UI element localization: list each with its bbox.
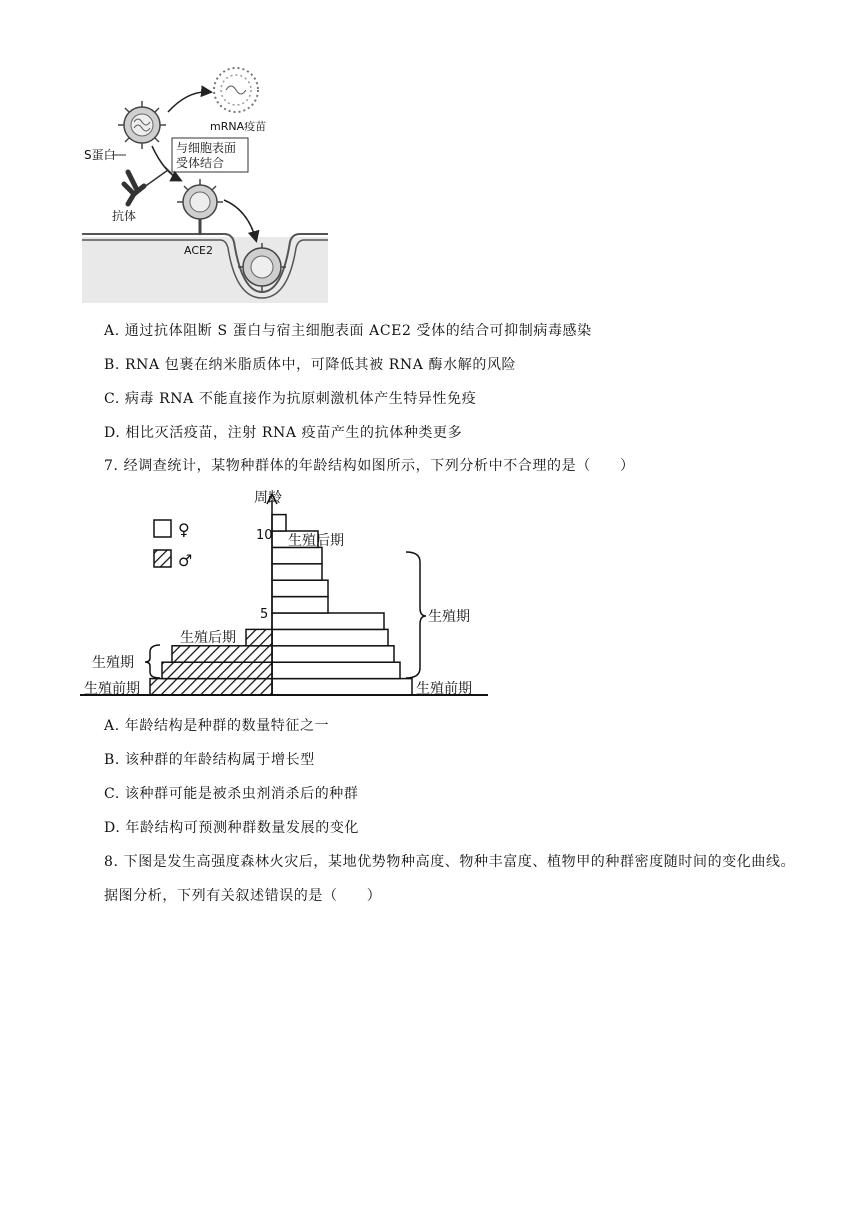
q6-option-c: C. 病毒 RNA 不能直接作为抗原刺激机体产生特异性免疫	[104, 391, 477, 407]
female-bar-4	[272, 613, 384, 629]
binding-note-line1: 与细胞表面	[176, 141, 237, 155]
q8-stem-line2: 据图分析，下列有关叙述错误的是（ ）	[104, 888, 382, 904]
q7-option-d: D. 年龄结构可预测种群数量发展的变化	[104, 820, 360, 836]
y-tick-5: 5	[260, 607, 269, 622]
female-pre-reproductive-label: 生殖前期	[416, 681, 472, 697]
ace2-label: ACE2	[184, 244, 213, 257]
q7-option-a: A. 年龄结构是种群的数量特征之一	[104, 718, 330, 734]
virus-vaccine-diagram	[76, 62, 336, 304]
female-bar-2	[272, 646, 394, 662]
q7-option-c: C. 该种群可能是被杀虫剂消杀后的种群	[104, 786, 359, 802]
female-bar-0	[272, 679, 412, 695]
q7-option-b: B. 该种群的年龄结构属于增长型	[104, 752, 315, 768]
virus-binding-ace2	[177, 179, 223, 235]
y-tick-10: 10	[256, 528, 273, 543]
female-bar-6	[272, 580, 328, 596]
female-bar-8	[272, 547, 322, 563]
female-bar-10	[272, 515, 286, 531]
q6-option-a: A. 通过抗体阻断 S 蛋白与宿主细胞表面 ACE2 受体的结合可抑制病毒感染	[104, 323, 592, 339]
male-reproductive-label: 生殖期	[92, 655, 134, 671]
male-post-reproductive-label: 生殖后期	[180, 630, 236, 646]
female-reproductive-label: 生殖期	[428, 609, 470, 625]
antibody-label: 抗体	[112, 209, 137, 223]
legend-male-box	[154, 550, 171, 567]
legend-male-label: ♂	[178, 551, 193, 570]
q6-option-b: B. RNA 包裹在纳米脂质体中，可降低其被 RNA 酶水解的风险	[104, 357, 517, 373]
female-bar-5	[272, 597, 328, 613]
legend-female-label: ♀	[178, 520, 190, 539]
mrna-vaccine-label: mRNA疫苗	[210, 120, 267, 133]
male-bar-2	[172, 646, 272, 662]
q8-stem-line1: 8. 下图是发生高强度森林火灾后，某地优势物种高度、物种丰富度、植物甲的种群密度随时间的变化曲线。	[104, 854, 796, 870]
mrna-vaccine-liposome	[214, 68, 258, 112]
y-axis-label: 周龄	[254, 490, 282, 506]
binding-note-line2: 受体结合	[176, 156, 225, 170]
age-pyramid-chart	[76, 482, 496, 704]
legend-female-box	[154, 520, 171, 537]
antibody-icon	[124, 172, 144, 204]
male-bar-3	[246, 629, 272, 645]
female-bar-7	[272, 564, 322, 580]
q7-stem: 7. 经调查统计，某物种群体的年龄结构如图所示，下列分析中不合理的是（ ）	[104, 458, 635, 474]
female-post-reproductive-label: 生殖后期	[288, 533, 344, 549]
male-pre-reproductive-label: 生殖前期	[84, 681, 140, 697]
female-bar-3	[272, 629, 388, 645]
male-bar-1	[162, 662, 272, 678]
virus-particle	[118, 101, 166, 149]
q6-option-d: D. 相比灭活疫苗，注射 RNA 疫苗产生的抗体种类更多	[104, 425, 463, 441]
male-bar-0	[150, 679, 272, 695]
female-bar-1	[272, 662, 400, 678]
s-protein-label: S蛋白	[84, 148, 116, 162]
